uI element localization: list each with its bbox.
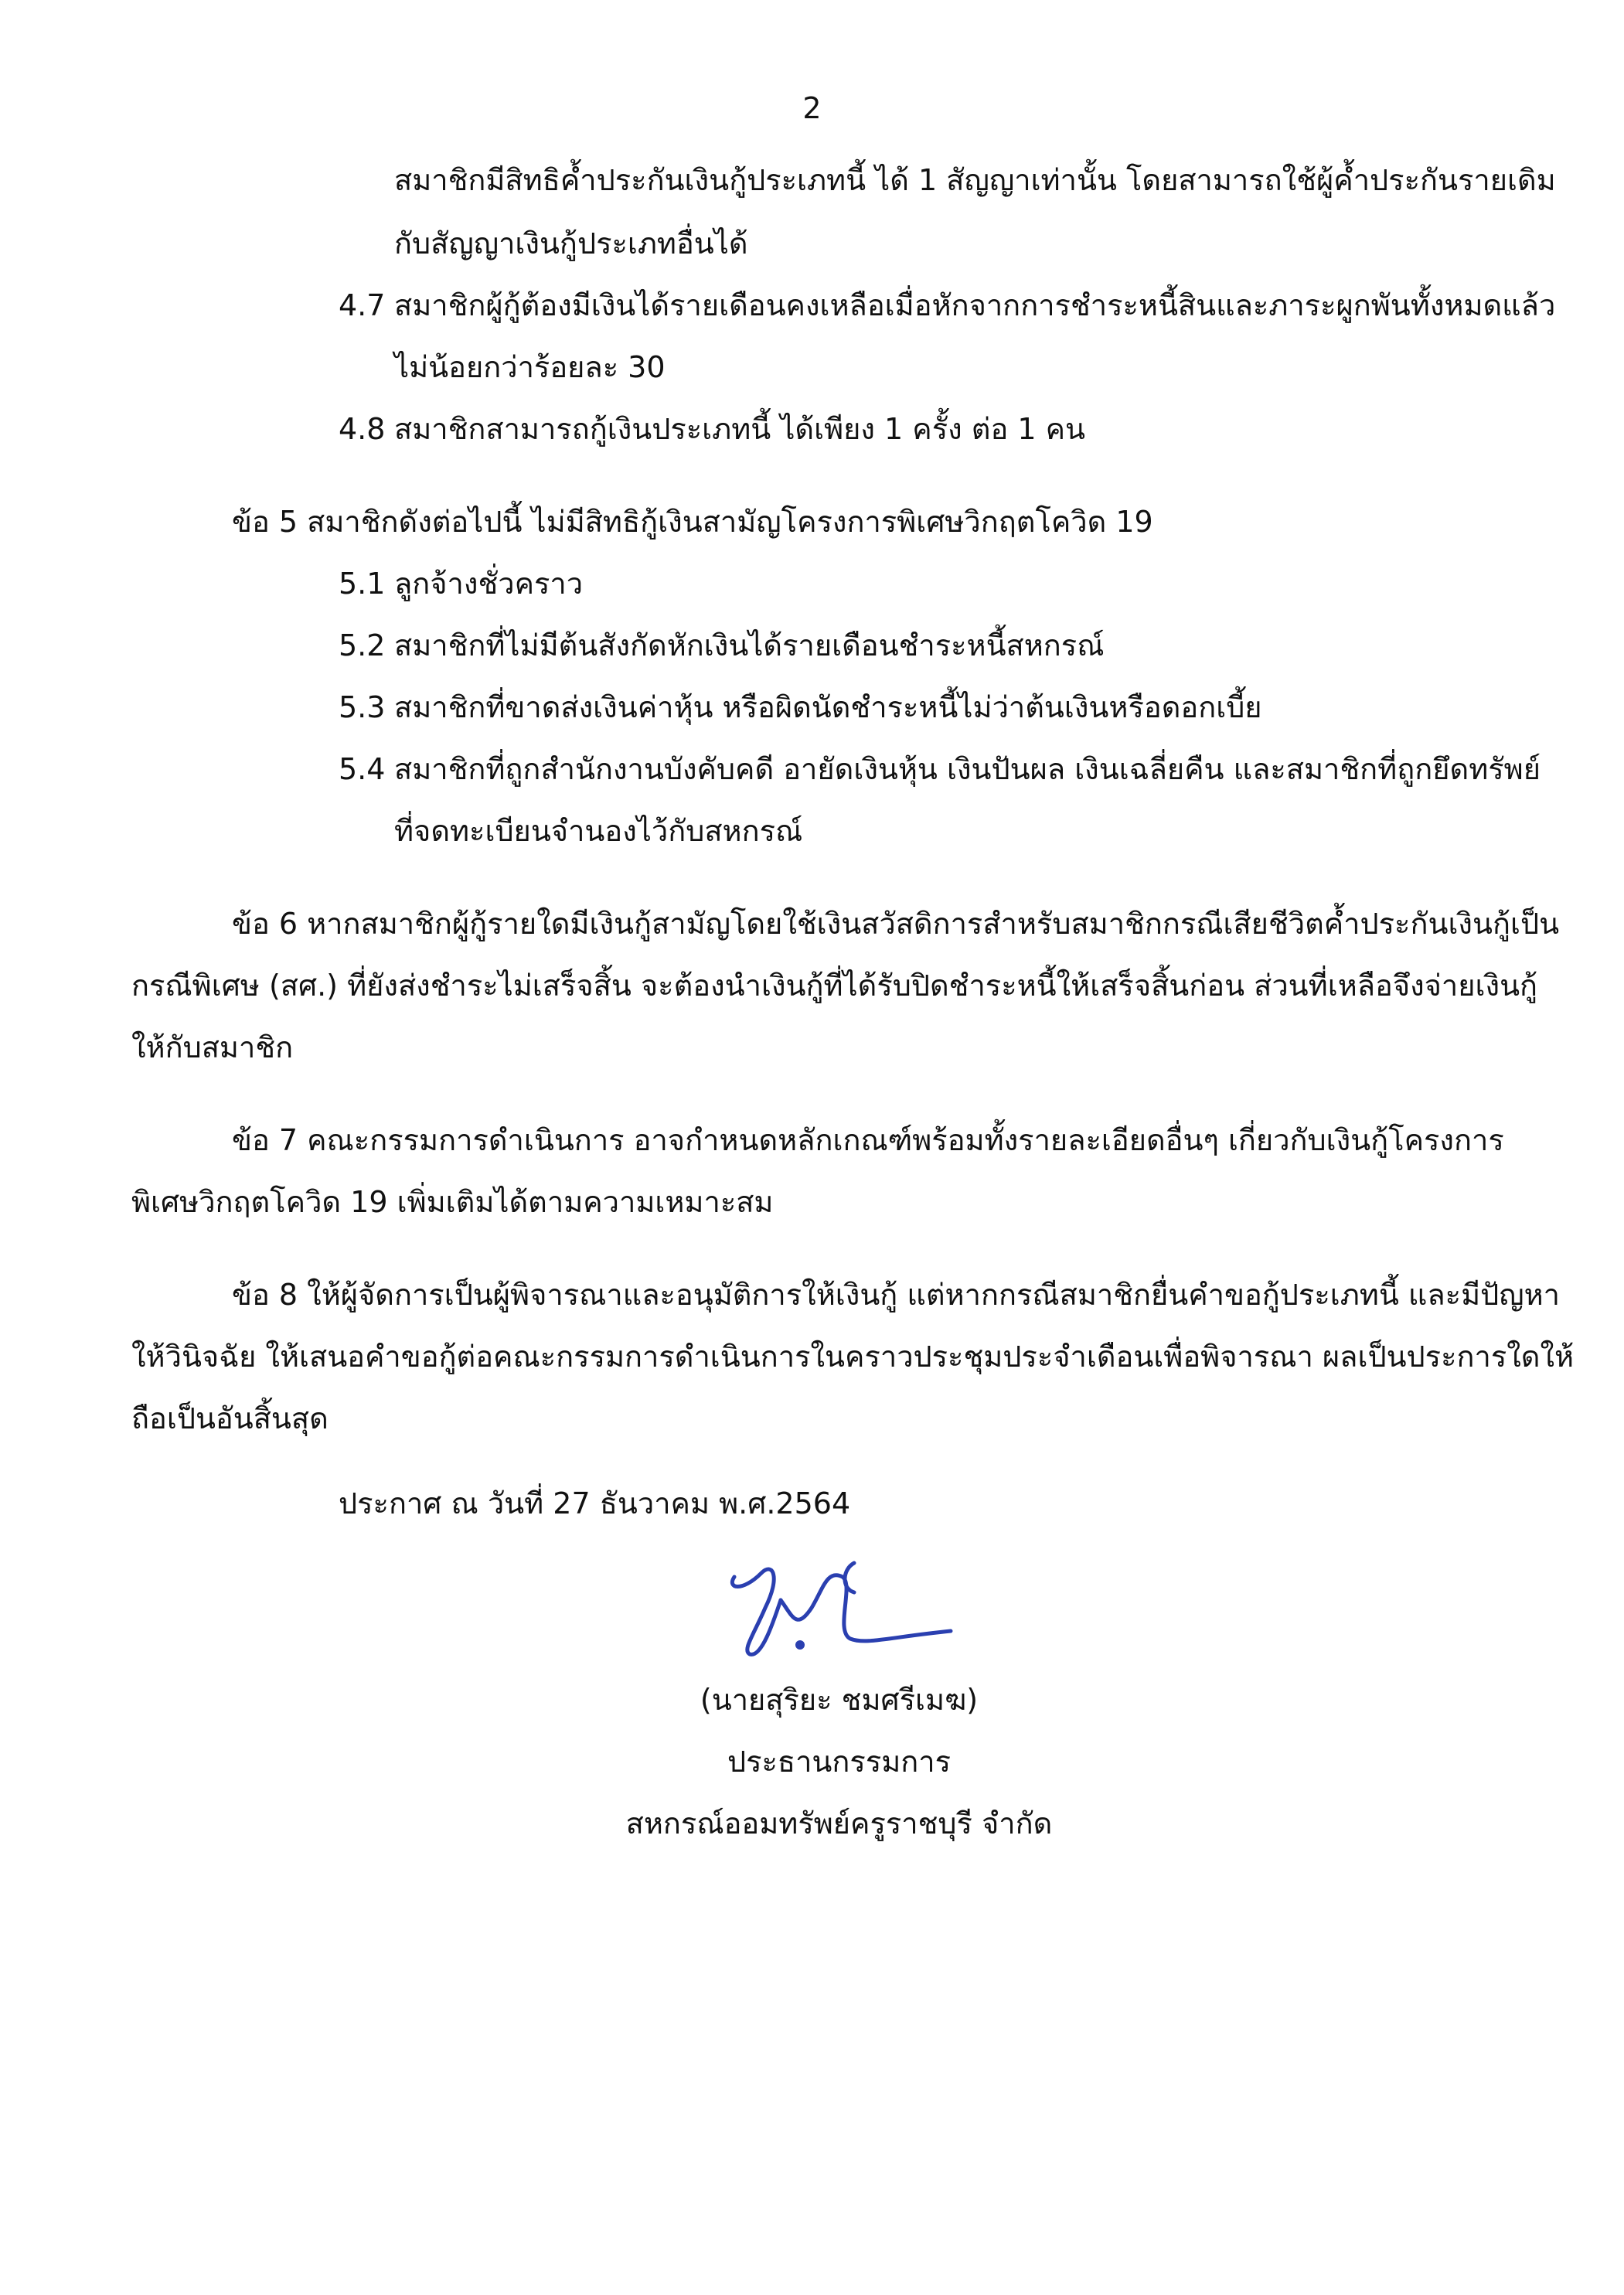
- item-text: สมาชิกที่ถูกสำนักงานบังคับคดี อายัดเงินหุ้น เงินปันผล เงินเฉลี่ยคืน และสมาชิกที่ถูกยึดทรัพย์: [394, 752, 1541, 786]
- item-4-7-line-2: ไม่น้อยกว่าร้อยละ 30: [394, 350, 666, 384]
- clause-4-6-continuation-line-2: กับสัญญาเงินกู้ประเภทอื่นได้: [394, 226, 748, 260]
- clause-6-line-2: กรณีพิเศษ (สศ.) ที่ยังส่งชำระไม่เสร็จสิ้น จะต้องนำเงินกู้ที่ได้รับปิดชำระหนี้ให้เสร็จสิ้นก่อน ส่วนที่เหลือจึงจ่ายเงินกู้: [131, 969, 1538, 1003]
- clause-8-line-2: ให้วินิจฉัย ให้เสนอคำขอกู้ต่อคณะกรรมการดำเนินการในคราวประชุมประจำเดือนเพื่อพิจารณา ผลเป็นประการใดให้: [131, 1340, 1575, 1374]
- clause-6-line-1: ข้อ 6 หากสมาชิกผู้กู้รายใดมีเงินกู้สามัญโดยใช้เงินสวัสดิการสำหรับสมาชิกกรณีเสียชีวิตค้ำประกันเงินกู้เป็น: [232, 907, 1560, 941]
- item-text: ลูกจ้างชั่วคราว: [394, 567, 584, 601]
- item-5-2: [339, 628, 1105, 662]
- item-5-1: [339, 567, 584, 601]
- item-text: สมาชิกผู้กู้ต้องมีเงินได้รายเดือนคงเหลือเมื่อหักจากการชำระหนี้สินและภาระผูกพันทั้งหมดแล้ว: [394, 288, 1556, 322]
- clause-5-heading: ข้อ 5 สมาชิกดังต่อไปนี้ ไม่มีสิทธิกู้เงินสามัญโครงการพิเศษวิกฤตโควิด 19: [232, 505, 1153, 539]
- signatory-organization: สหกรณ์ออมทรัพย์ครูราชบุรี จำกัด: [625, 1806, 1053, 1840]
- item-number: 4.7: [339, 288, 386, 322]
- clause-8-line-1: ข้อ 8 ให้ผู้จัดการเป็นผู้พิจารณาและอนุมัติการให้เงินกู้ แต่หากกรณีสมาชิกยื่นคำขอกู้ประเภทนี้ และมีปัญหา: [232, 1278, 1561, 1312]
- clause-6-line-3: ให้กับสมาชิก: [131, 1030, 294, 1064]
- item-number: 5.2: [339, 628, 386, 662]
- signature-image: [719, 1546, 974, 1670]
- item-text: สมาชิกสามารถกู้เงินประเภทนี้ ได้เพียง 1 ครั้ง ต่อ 1 คน: [394, 412, 1086, 446]
- page-number: 2: [802, 91, 822, 125]
- announcement-date: ประกาศ ณ วันที่ 27 ธันวาคม พ.ศ.2564: [339, 1486, 851, 1520]
- item-5-4-line-2: ที่จดทะเบียนจำนองไว้กับสหกรณ์: [394, 814, 803, 848]
- item-number: 4.8: [339, 412, 386, 446]
- signatory-position: ประธานกรรมการ: [727, 1745, 952, 1779]
- item-5-3: [339, 690, 1262, 724]
- clause-7-line-2: พิเศษวิกฤตโควิด 19 เพิ่มเติมได้ตามความเหมาะสม: [131, 1185, 774, 1219]
- item-5-4: [339, 754, 1541, 784]
- item-number: 5.3: [339, 690, 386, 724]
- item-4-8: [339, 414, 1085, 444]
- item-number: 5.1: [339, 567, 386, 601]
- clause-8-line-3: ถือเป็นอันสิ้นสุด: [131, 1401, 329, 1435]
- item-text: สมาชิกที่ไม่มีต้นสังกัดหักเงินได้รายเดือนชำระหนี้สหกรณ์: [394, 628, 1105, 662]
- item-number: 5.4: [339, 752, 386, 786]
- item-4-7: [339, 288, 1556, 322]
- clause-7-line-1: ข้อ 7 คณะกรรมการดำเนินการ อาจกำหนดหลักเกณฑ์พร้อมทั้งรายละเอียดอื่นๆ เกี่ยวกับเงินกู้โครงการ: [232, 1123, 1504, 1157]
- clause-4-6-continuation-line-1: สมาชิกมีสิทธิค้ำประกันเงินกู้ประเภทนี้ ได้ 1 สัญญาเท่านั้น โดยสามารถใช้ผู้ค้ำประกันรายเดิม: [394, 163, 1556, 197]
- item-text: สมาชิกที่ขาดส่งเงินค่าหุ้น หรือผิดนัดชำระหนี้ไม่ว่าต้นเงินหรือดอกเบี้ย: [394, 690, 1262, 724]
- signatory-name: (นายสุริยะ ชมศรีเมฆ): [700, 1683, 979, 1717]
